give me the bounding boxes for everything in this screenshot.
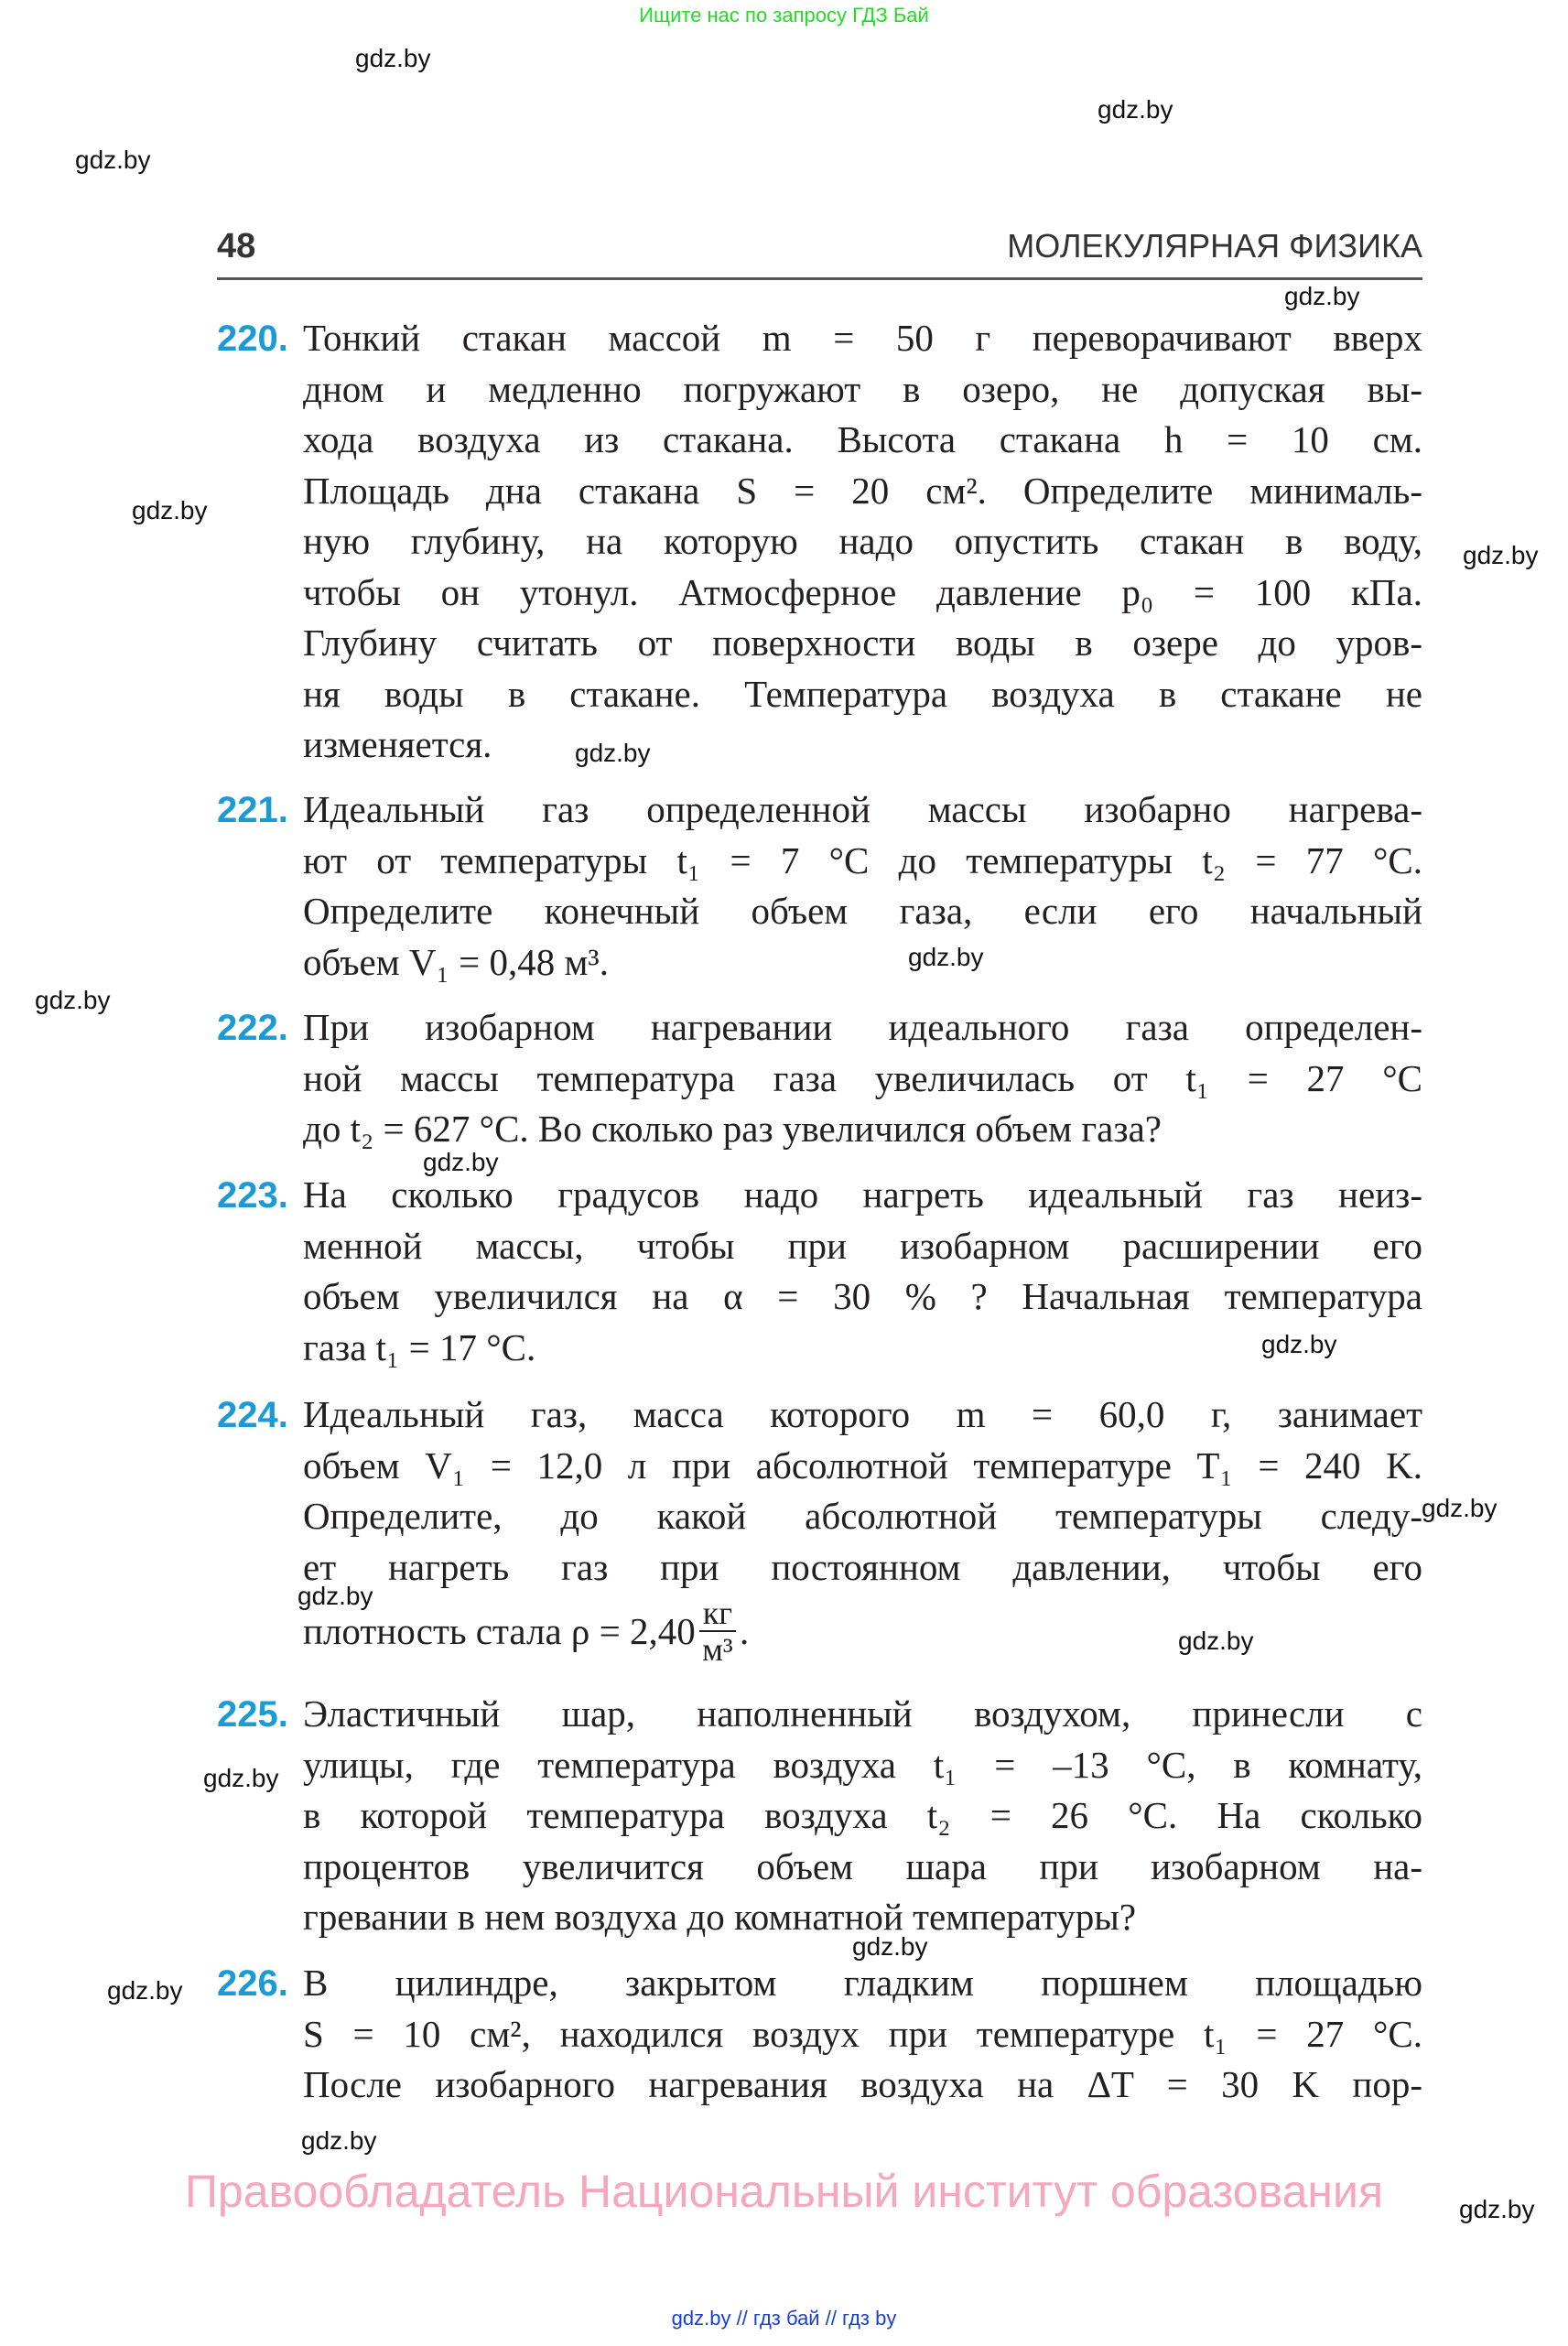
text-line: объем V₁ = 0,48 м³.: [303, 940, 609, 983]
fraction-denominator: м³: [702, 1631, 733, 1668]
watermark: gdz.by: [1284, 282, 1360, 310]
problem-number: 222.: [217, 1008, 288, 1048]
watermark: gdz.by: [301, 2126, 377, 2155]
text-line: Эластичный шар, наполненный воздухом, принесли с: [303, 1692, 1422, 1735]
text-line: до t₂ = 627 °C. Во сколько раз увеличился объем газа?: [303, 1108, 1162, 1150]
text-line: ют от температуры t₁ = 7 °C до температуры t₂ = 77 °C.: [303, 838, 1422, 881]
text-line: изменяется.: [303, 723, 492, 765]
text-line: Глубину считать от поверхности воды в озере до уров-: [303, 622, 1422, 664]
problem-number: 223.: [217, 1175, 288, 1216]
search-hint: Ищите нас по запросу ГДЗ Бай: [639, 4, 929, 27]
text-line: улицы, где температура воздуха t₁ = –13 °C, в комнату,: [303, 1743, 1422, 1786]
text-line: В цилиндре, закрытом гладким поршнем площадью: [303, 1962, 1422, 2004]
text-line: в которой температура воздуха t₂ = 26 °C. На сколько: [303, 1794, 1422, 1836]
text-line: дном и медленно погружают в озеро, не допуская вы-: [303, 367, 1422, 410]
problem-number: 221.: [217, 790, 288, 830]
text-line: Тонкий стакан массой m = 50 г переворачивают вверх: [303, 317, 1422, 359]
watermark: gdz.by: [1459, 2195, 1535, 2223]
watermark: gdz.by: [1261, 1330, 1337, 1358]
density-text: плотность стала ρ = 2,40: [303, 1610, 696, 1652]
watermark: gdz.by: [35, 986, 111, 1014]
density-line: [303, 1593, 1422, 1670]
problem-number: 224.: [217, 1395, 288, 1435]
text-line: чтобы он утонул. Атмосферное давление p₀ = 100 кПа.: [303, 570, 1422, 613]
problem-number: 220.: [217, 319, 288, 359]
watermark: gdz.by: [575, 739, 651, 767]
text-line: На сколько градусов надо нагреть идеальный газ неиз-: [303, 1173, 1422, 1216]
copyright-notice: Правообладатель Национальный институт образования: [184, 2166, 1384, 2217]
text-line: процентов увеличится объем шара при изобарном на-: [303, 1844, 1422, 1887]
watermark: gdz.by: [132, 496, 208, 524]
text-line: хода воздуха из стакана. Высота стакана h = 10 см.: [303, 418, 1422, 460]
text-line: газа t₁ = 17 °C.: [303, 1325, 536, 1368]
watermark: gdz.by: [1098, 95, 1173, 124]
watermark: gdz.by: [107, 1976, 183, 2005]
problem-number: 226.: [217, 1963, 288, 2004]
page-number: 48: [217, 227, 256, 265]
text-line: менной массы, чтобы при изобарном расширении его: [303, 1224, 1422, 1267]
watermark: gdz.by: [203, 1764, 279, 1792]
text-line: Определите конечный объем газа, если его начальный: [303, 890, 1422, 932]
text-line: ет нагреть газ при постоянном давлении, чтобы его: [303, 1545, 1422, 1588]
unit-fraction: [699, 1595, 736, 1667]
watermark: gdz.by: [297, 1582, 373, 1610]
text-line: Определите, до какой абсолютной температуры следу-: [303, 1495, 1422, 1537]
text-line: ня воды в стакане. Температура воздуха в стакане не: [303, 672, 1422, 715]
section-title: МОЛЕКУЛЯРНАЯ ФИЗИКА: [1007, 227, 1422, 265]
watermark: gdz.by: [75, 146, 151, 174]
watermark: gdz.by: [1463, 541, 1539, 569]
watermark: gdz.by: [852, 1932, 928, 1961]
problem-number: 225.: [217, 1694, 288, 1735]
watermark: gdz.by: [1178, 1627, 1254, 1655]
text-line: Идеальный газ определенной массы изобарно нагрева-: [303, 788, 1422, 830]
text-line: ную глубину, на которую надо опустить стакан в воду,: [303, 520, 1422, 562]
text-line: гревании в нем воздуха до комнатной температуры?: [303, 1896, 1137, 1938]
text-line: После изобарного нагревания воздуха на ΔT = 30 K пор-: [303, 2063, 1422, 2105]
text-line: ной массы температура газа увеличилась от t₁ = 27 °C: [303, 1056, 1422, 1099]
text-line: S = 10 см², находился воздух при температуре t₁ = 27 °C.: [303, 2012, 1422, 2055]
fraction-numerator: кг: [699, 1595, 736, 1632]
footer-links[interactable]: gdz.by // гдз бай // гдз by: [671, 2307, 897, 2330]
text-line: Площадь дна стакана S = 20 см². Определите минималь-: [303, 469, 1422, 512]
text-line: объем V₁ = 12,0 л при абсолютной температуре T₁ = 240 K.: [303, 1443, 1422, 1487]
watermark: gdz.by: [355, 44, 431, 72]
watermark: gdz.by: [908, 943, 984, 971]
text-line: объем увеличился на α = 30 % ? Начальная температура: [303, 1275, 1422, 1317]
text-line: Идеальный газ, масса которого m = 60,0 г, занимает: [303, 1393, 1422, 1435]
header-divider: [217, 277, 1422, 280]
watermark: gdz.by: [423, 1148, 499, 1176]
text-line: При изобарном нагревании идеального газа определен-: [303, 1006, 1422, 1048]
period: .: [739, 1610, 750, 1652]
watermark: gdz.by: [1422, 1494, 1498, 1522]
